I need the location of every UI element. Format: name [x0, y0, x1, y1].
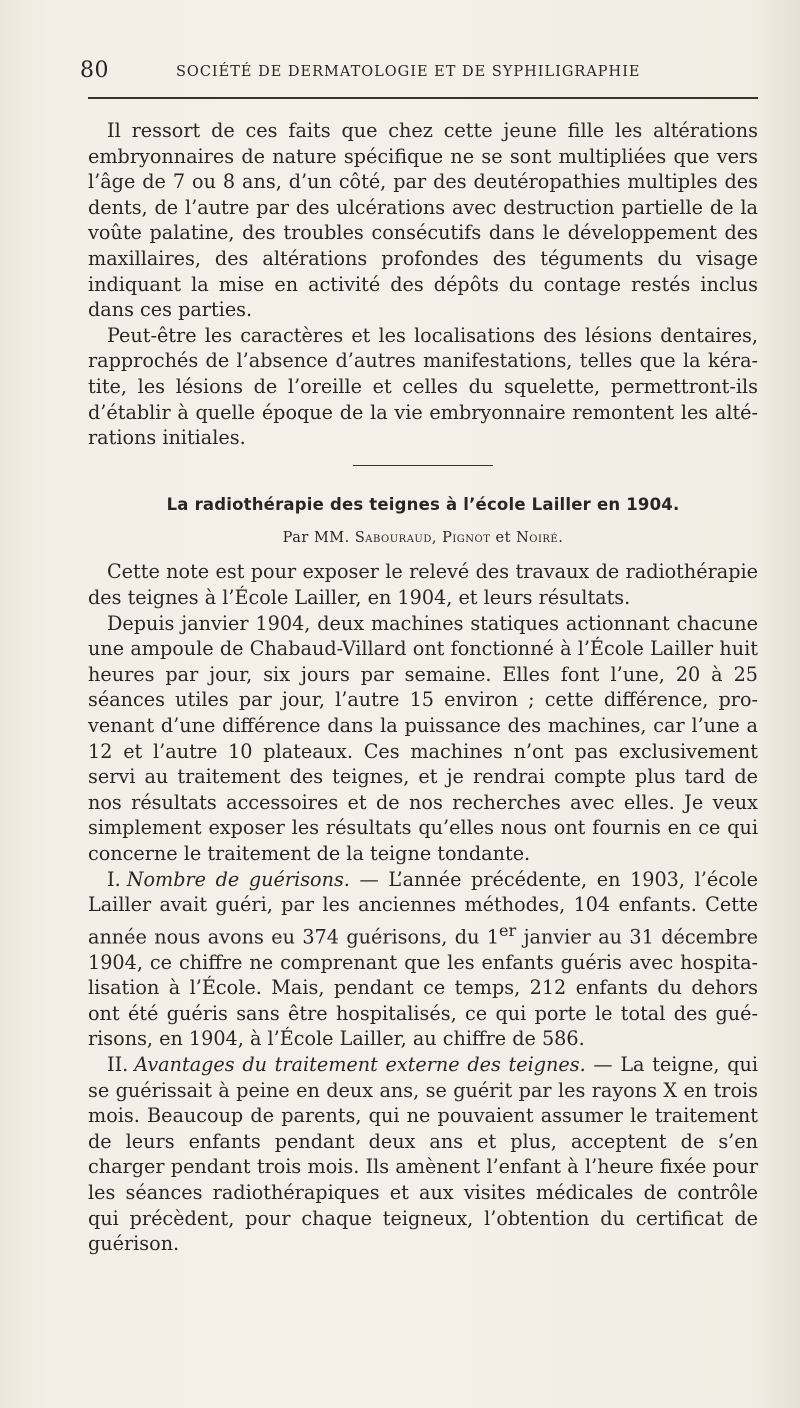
page-header	[80, 56, 720, 86]
page-number: 80	[80, 58, 109, 83]
section-1-text-a: — L’année précédente, en 1903, l’école Lailler avait guéri, par les anciennes méthodes, 104 enfants. Cette année nous avons eu 374 guérisons, du 1	[88, 867, 758, 949]
section-2-number: II.	[107, 1053, 129, 1077]
author-name: Sabouraud,	[354, 529, 437, 546]
article-authors	[88, 526, 758, 552]
section-1-number: I.	[107, 867, 121, 891]
article-paragraph: Cette note est pour exposer le relevé des travaux de radiothérapie des teignes à l’École Lailler, en 1904, et leurs résultats.	[88, 560, 758, 609]
authors-prefix: Par MM.	[282, 529, 350, 546]
superscript-er: er	[499, 920, 517, 940]
author-name: Pignot	[442, 529, 491, 546]
intro-paragraph: Il ressort de ces faits que chez cette jeune fille les altérations embryonnaires de nature spécifique ne se sont multipliées que vers l’âge de 7 ou 8 ans, d’un côté, par des deutéropathies multiples des dents, de l’autre par des ulcérations avec destruction partielle de la voûte palatine, des troubles consécutifs dans le développement des maxillaires, des altérations profondes des téguments du visage indiquant la mise en activité des dépôts du contage restés inclus dans ces parties.	[88, 119, 758, 322]
section-1-text-b: janvier au 31 décembre 1904, ce chiffre ne comprenant que les enfants guéris avec hospitalisation à l’École. Mais, pendant ce temps, 212 enfants du dehors ont été guéris sans être hospitalisés, ce qui porte le total des guérisons, en 1904, à l’École Lailler, au chiffre de 586.	[88, 925, 758, 1051]
running-head: SOCIÉTÉ DE DERMATOLOGIE ET DE SYPHILIGRAPHIE	[176, 64, 641, 80]
section-1-paragraph	[88, 867, 758, 1053]
section-divider	[353, 465, 493, 467]
section-1-heading: Nombre de guérisons.	[126, 867, 350, 891]
article-paragraph: Depuis janvier 1904, deux machines statiques actionnant chacune une ampoule de Chabaud-Villard ont fonctionné à l’École Lailler huit heures par jour, six jours par semaine. Elles font l’une, 20 à 25 séances utiles par jour, l’autre 15 environ ; cette différence, provenant d’une différence dans la puissance des machines, car l’une a 12 et l’autre 10 plateaux. Ces machines n’ont pas exclusivement servi au traitement des teignes, et je rendrai compte plus tard de nos résultats accessoires et de nos recherches avec elles. Je veux simplement exposer les résultats qu’elles nous ont fournis en ce qui concerne le traitement de la teigne tondante.	[88, 611, 758, 865]
section-2-paragraph	[88, 1052, 758, 1257]
article-title: La radiothérapie des teignes à l’école Lailler en 1904.	[166, 495, 680, 515]
author-name: Noiré.	[516, 529, 564, 546]
authors-conjunction: et	[495, 529, 511, 546]
header-rule	[88, 97, 758, 99]
section-2-heading: Avantages du traitement externe des teignes.	[134, 1053, 586, 1077]
section-2-text: — La teigne, qui se guérissait à peine en deux ans, se guérit par les rayons X en trois mois. Beaucoup de parents, qui ne pouvaient assumer le traitement de leurs enfants pendant deux ans et plus, acceptent de s’en charger pendant trois mois. Ils amènent l’enfant à l’heure fixée pour les séances radiothérapiques et aux visites médicales de contrôle qui précèdent, pour chaque teigneux, l’obtention du certificat de guérison.	[88, 1053, 758, 1256]
intro-paragraph: Peut-être les caractères et les localisations des lésions dentaires, rapprochés de l’absence d’autres manifestations, telles que la kératite, les lésions de l’oreille et celles du squelette, permettront-ils d’établir à quelle époque de la vie embryonnaire remontent les altérations initiales.	[88, 323, 758, 450]
body-text	[88, 118, 758, 1257]
